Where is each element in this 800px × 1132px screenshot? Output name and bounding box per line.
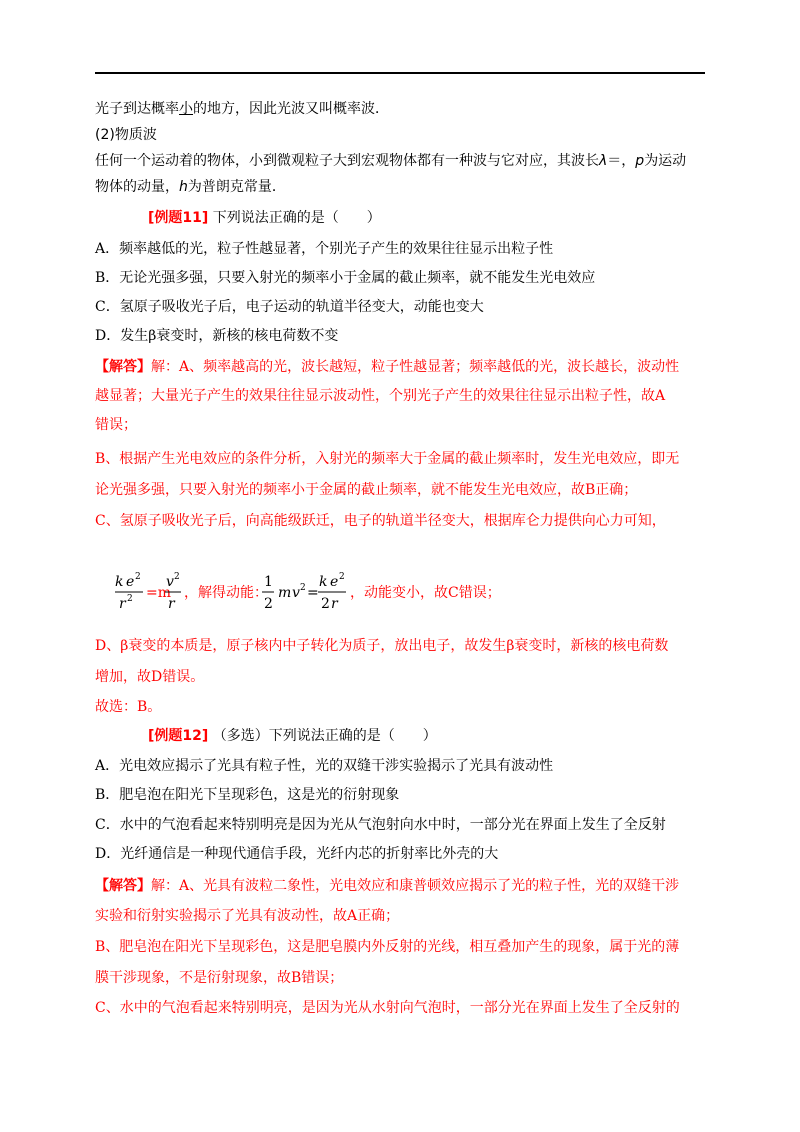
- example-11-answer-line: C、氢原子吸收光子后，向高能级跃迁，电子的轨道半径变大，根据库仑力提供向心力可知，: [95, 513, 666, 529]
- formula-sup: 2: [300, 583, 306, 593]
- example-11-answer-line: 越显著；大量光子产生的效果往往显示波动性，个别光子产生的效果往往显示出粒子性，故A: [95, 388, 666, 404]
- formula-sup: 2: [127, 594, 133, 604]
- formula-one: 1: [264, 574, 273, 590]
- example-11-answer-line: 论光强多强，只要入射光的频率小于金属的截止频率，就不能发生光电效应，故B正确；: [95, 482, 638, 498]
- example-11-option-d: D．发生β衰变时，新核的核电荷数不变: [95, 328, 339, 344]
- example-12-answer-tag: 【解答】: [95, 878, 151, 894]
- formula-sup: 2: [135, 572, 141, 582]
- example-11-stem: [例题11] 下列说法正确的是（ ）: [148, 210, 381, 226]
- example-11-option-a: A．频率越低的光，粒子性越显著，个别光子产生的效果往往显示出粒子性: [95, 241, 554, 257]
- example-12-answer-line: 实验和衍射实验揭示了光具有波动性，故A正确；: [95, 908, 400, 924]
- formula-r: r: [119, 596, 126, 612]
- section-heading: (2)物质波: [95, 127, 157, 143]
- example-12-option-c: C．水中的气泡看起来特别明亮是因为光从气泡射向水中时，一部分光在界面上发生了全反射: [95, 817, 666, 833]
- intro-line-2: 任何一个运动着的物体，小到微观粒子大到宏观物体都有一种波与它对应，其波长λ＝，p为运动: [95, 153, 687, 169]
- example-12-answer-line: B、肥皂泡在阳光下呈现彩色，这是肥皂膜内外反射的光线，相互叠加产生的现象，属于光的薄: [95, 939, 680, 955]
- example-11-option-c: C．氢原子吸收光子后，电子运动的轨道半径变大，动能也变大: [95, 299, 484, 315]
- formula-m-equals: =m: [146, 585, 172, 601]
- header-rule: [95, 72, 705, 74]
- example-12-answer-line: 【解答】解：A、光具有波粒二象性，光电效应和康普顿效应揭示了光的粒子性，光的双缝干涉: [95, 878, 680, 894]
- formula-v: v: [292, 585, 300, 601]
- formula-m: m: [278, 585, 292, 601]
- example-11-option-b: B．无论光强多强，只要入射光的频率小于金属的截止频率，就不能发生光电效应: [95, 270, 596, 286]
- formula-r: r: [331, 596, 338, 612]
- example-12-tag: [例题12]: [148, 728, 209, 744]
- example-12-option-a: A．光电效应揭示了光具有粒子性，光的双缝干涉实验揭示了光具有波动性: [95, 758, 554, 774]
- example-11-answer-line: D、β衰变的本质是，原子核内中子转化为质子，放出电子，故发生β衰变时，新核的核电荷数: [95, 638, 669, 654]
- example-11-answer-line: 增加，故D错误。: [95, 669, 205, 685]
- intro-line-1: 光子到达概率小的地方，因此光波又叫概率波．: [95, 101, 389, 117]
- example-11-answer-tag: 【解答】: [95, 359, 151, 375]
- example-11-final-choice: 故选：B。: [95, 699, 162, 715]
- formula-tail-text: ，动能变小，故C错误；: [350, 585, 501, 601]
- intro-line-3: 物体的动量，h为普朗克常量．: [95, 179, 286, 195]
- formula-v: v: [166, 574, 174, 590]
- formula-r: r: [168, 596, 175, 612]
- kinetic-energy-formula: [113, 568, 613, 618]
- example-11-answer-line: 【解答】解：A、频率越高的光，波长越短，粒子性越显著；频率越低的光，波长越长，波动性: [95, 359, 680, 375]
- example-12-option-d: D．光纤通信是一种现代通信手段，光纤内芯的折射率比外壳的大: [95, 846, 499, 862]
- formula-sup: 2: [339, 572, 345, 582]
- example-12-stem: [例题12] （多选）下列说法正确的是（ ）: [148, 728, 437, 744]
- formula-e: e: [330, 574, 339, 590]
- example-12-option-b: B．肥皂泡在阳光下呈现彩色，这是光的衍射现象: [95, 787, 400, 803]
- example-12-answer-line: C、水中的气泡看起来特别明亮，是因为光从水射向气泡时，一部分光在界面上发生了全反射的: [95, 1000, 680, 1016]
- example-11-answer-line: 错误；: [95, 417, 137, 433]
- formula-two: 2: [264, 596, 273, 612]
- example-12-answer-line: 膜干涉现象，不是衍射现象，故B错误；: [95, 970, 344, 986]
- formula-e: e: [126, 574, 135, 590]
- example-11-answer-line: B、根据产生光电效应的条件分析，入射光的频率大于金属的截止频率时，发生光电效应，即无: [95, 451, 680, 467]
- formula-solve-text: ，解得动能：: [184, 585, 268, 601]
- formula-equals: =: [307, 585, 319, 601]
- formula-k: k: [319, 574, 328, 590]
- example-11-tag: [例题11]: [148, 210, 209, 226]
- formula-sup: 2: [174, 572, 180, 582]
- formula-k: k: [115, 574, 124, 590]
- formula-two: 2: [321, 596, 330, 612]
